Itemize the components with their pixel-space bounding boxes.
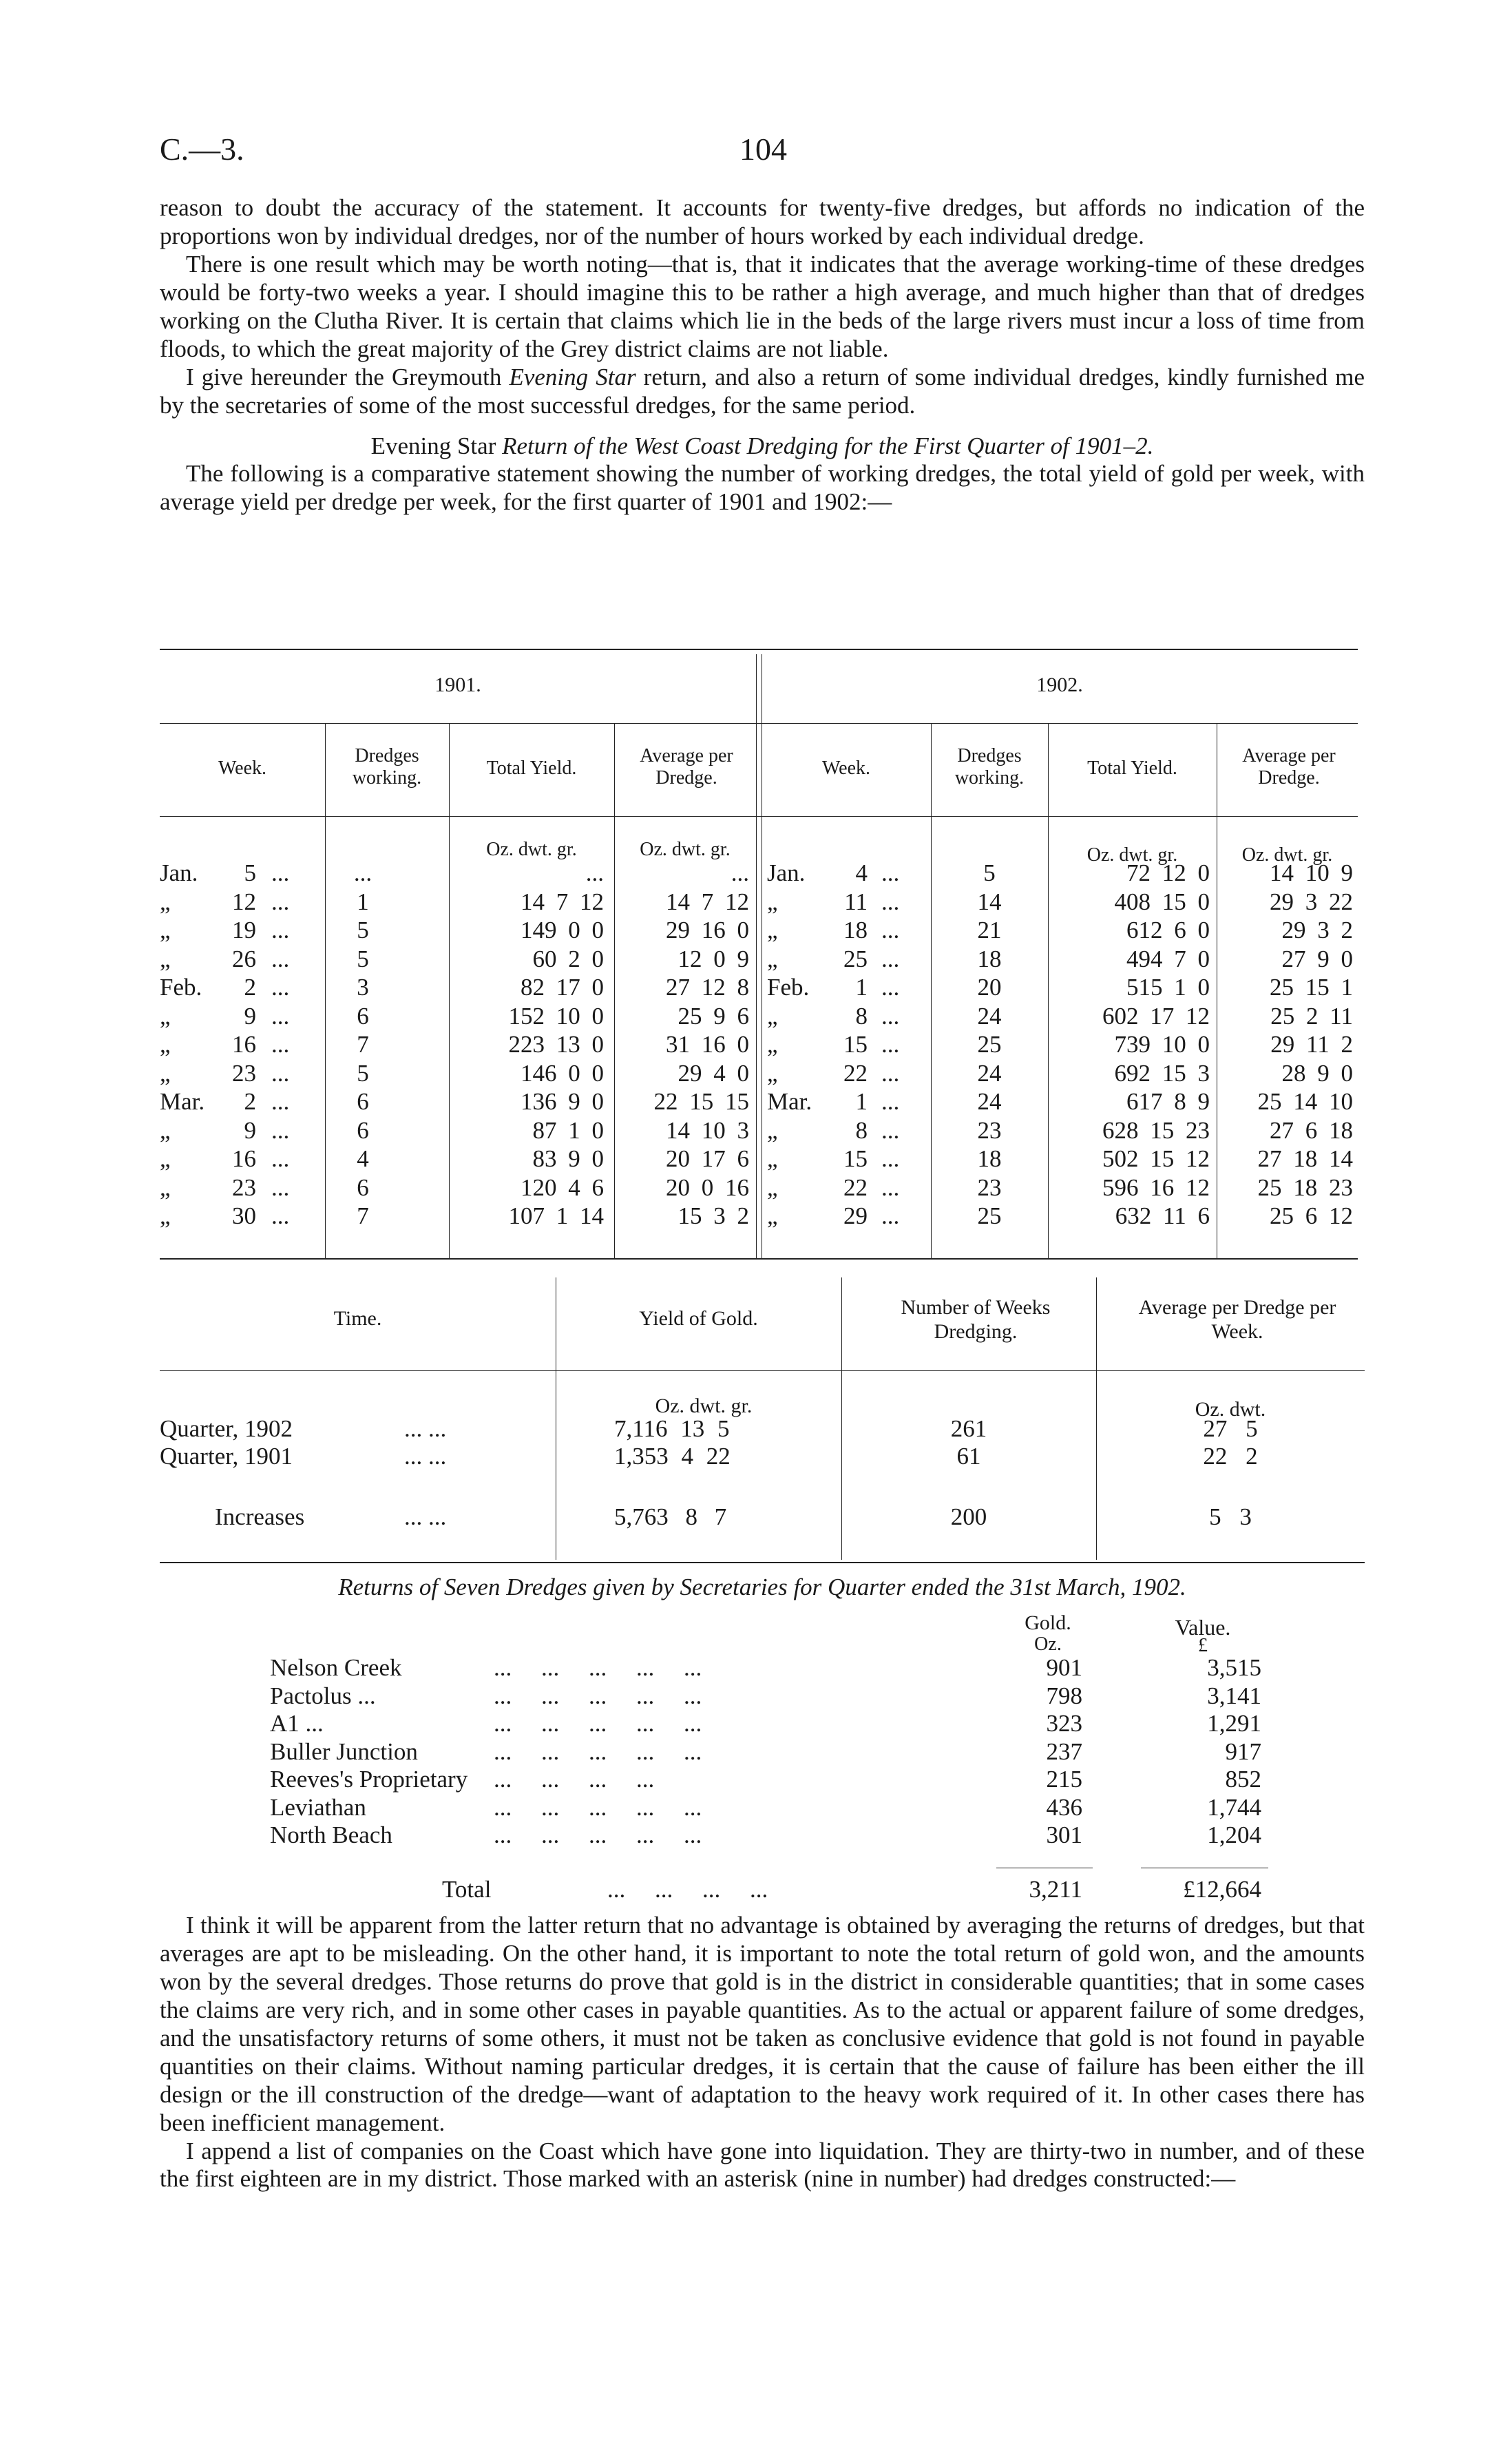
total-yield-1901: ... — [585, 859, 604, 886]
week-day-1902: 22 — [843, 1059, 868, 1087]
total-value: £12,664 — [1183, 1876, 1261, 1903]
week-dots-1902: ... — [881, 1116, 900, 1144]
dredges-1901: 6 — [357, 1002, 369, 1030]
avg-yield-1901: 29 16 0 — [666, 917, 749, 943]
avg-yield-1902: 29 3 22 — [1270, 888, 1353, 915]
week-dots-1902: ... — [881, 1088, 900, 1115]
dredges-1901: 6 — [357, 1088, 369, 1115]
avg-yield-1901: 27 12 8 — [666, 974, 749, 1001]
total-yield-1901: 136 9 0 — [521, 1088, 604, 1115]
col-value-unit: £ — [1198, 1635, 1208, 1656]
week-dots-1901: ... — [271, 888, 290, 915]
dredge-dots: ... ... ... ... — [494, 1766, 655, 1793]
increase-dots: ... ... — [404, 1503, 447, 1530]
avg-yield-1901: 25 9 6 — [678, 1002, 749, 1030]
avg-yield-1902: 27 6 18 — [1270, 1116, 1353, 1144]
unit-avg-1901: Oz. dwt. gr. — [640, 839, 731, 860]
total-yield-1901: 60 2 0 — [532, 945, 604, 972]
dredges-1902: 14 — [977, 888, 1002, 915]
week-dots-1901: ... — [271, 1173, 290, 1201]
week-dots-1902: ... — [881, 974, 900, 1001]
increase-yield: 5,763 8 7 — [614, 1503, 727, 1530]
avg-yield-1901: 20 17 6 — [666, 1145, 749, 1172]
week-dots-1902: ... — [881, 1202, 900, 1229]
dredges-1902: 21 — [977, 917, 1002, 943]
dredges-1902: 24 — [977, 1088, 1002, 1115]
unit-total-1901: Oz. dwt. gr. — [486, 839, 577, 860]
avg-yield-1901: 22 15 15 — [653, 1088, 749, 1115]
dredges-1901: 5 — [357, 1059, 369, 1087]
week-month-1902: „ — [767, 888, 778, 915]
dredge-value: 1,291 — [1207, 1710, 1261, 1737]
body-text-top — [160, 194, 1365, 516]
week-dots-1901: ... — [271, 1145, 290, 1172]
week-dots-1901: ... — [271, 1002, 290, 1030]
dredge-value: 917 — [1225, 1737, 1261, 1765]
unit-yield: Oz. dwt. gr. — [655, 1395, 753, 1417]
report-code: C.—3. — [160, 132, 244, 167]
col-total-1902: Total Yield. — [1087, 758, 1177, 779]
week-day-1901: 5 — [244, 859, 256, 886]
week-month-1901: „ — [160, 1116, 171, 1144]
dredge-dots: ... ... ... ... ... — [494, 1654, 702, 1681]
week-month-1901: Mar. — [160, 1088, 205, 1115]
dredges-1902: 23 — [977, 1173, 1002, 1201]
avg-yield-1902: 25 18 23 — [1257, 1173, 1353, 1201]
dredge-name: Leviathan — [270, 1793, 366, 1821]
week-day-1901: 2 — [244, 974, 256, 1001]
dredges-1901: 5 — [357, 945, 369, 972]
dredge-value: 1,744 — [1207, 1793, 1261, 1821]
week-day-1901: 19 — [232, 917, 256, 943]
col-avg-1901: Average per Dredge. — [640, 745, 733, 789]
week-day-1902: 1 — [855, 974, 868, 1001]
week-dots-1902: ... — [881, 888, 900, 915]
total-dots: ... ... ... ... — [607, 1876, 768, 1903]
week-dots-1901: ... — [271, 945, 290, 972]
dredges-1901: 1 — [357, 888, 369, 915]
dredge-gold: 323 — [1046, 1710, 1082, 1737]
week-month-1901: „ — [160, 1059, 171, 1087]
total-yield-1901: 87 1 0 — [532, 1116, 604, 1144]
dredge-gold: 901 — [1046, 1654, 1082, 1681]
total-yield-1901: 83 9 0 — [532, 1145, 604, 1172]
dredges-1901: 3 — [357, 974, 369, 1001]
dredges-1902: 5 — [983, 859, 996, 886]
summary-weeks: 261 — [950, 1415, 987, 1442]
total-yield-1902: 602 17 12 — [1102, 1002, 1210, 1030]
dredges-1902: 25 — [977, 1031, 1002, 1058]
week-day-1901: 16 — [232, 1145, 256, 1172]
week-dots-1901: ... — [271, 1088, 290, 1115]
total-yield-1902: 617 8 9 — [1126, 1088, 1210, 1115]
summary-yield: 7,116 13 5 — [614, 1415, 730, 1442]
dredges-1902: 20 — [977, 974, 1002, 1001]
week-month-1901: „ — [160, 888, 171, 915]
col-dredges-1902: Dredges working. — [954, 745, 1025, 789]
total-yield-1902: 632 11 6 — [1115, 1202, 1210, 1229]
avg-yield-1901: 20 0 16 — [666, 1173, 749, 1201]
week-dots-1901: ... — [271, 1031, 290, 1058]
total-yield-1901: 146 0 0 — [521, 1059, 604, 1087]
avg-yield-1902: 29 11 2 — [1270, 1031, 1353, 1058]
week-month-1902: „ — [767, 1145, 778, 1172]
dredge-name: Buller Junction — [270, 1737, 418, 1765]
total-yield-1902: 72 12 0 — [1126, 859, 1210, 886]
dredge-name: A1 ... — [270, 1710, 324, 1737]
col-total-1901: Total Yield. — [486, 758, 577, 779]
week-month-1901: „ — [160, 1202, 171, 1229]
col-weeks: Number of Weeks Dredging. — [901, 1296, 1051, 1343]
week-month-1901: „ — [160, 917, 171, 943]
avg-yield-1901: 12 0 9 — [678, 945, 749, 972]
total-yield-1902: 515 1 0 — [1126, 974, 1210, 1001]
dredge-dots: ... ... ... ... ... — [494, 1821, 702, 1848]
total-yield-1902: 692 15 3 — [1114, 1059, 1210, 1087]
week-month-1902: Feb. — [767, 974, 810, 1001]
dredge-dots: ... ... ... ... ... — [494, 1682, 702, 1709]
week-day-1901: 23 — [232, 1059, 256, 1087]
paragraph-3: I give hereunder the Greymouth Evening Star return, and also a return of some individual dredges, kindly furnished me by the secretaries of some of the most successful dredges, for the same period. — [160, 363, 1365, 419]
week-dots-1902: ... — [881, 1002, 900, 1030]
avg-yield-1901: 14 10 3 — [666, 1116, 749, 1144]
week-month-1902: Mar. — [767, 1088, 812, 1115]
week-month-1901: „ — [160, 1031, 171, 1058]
week-day-1901: 12 — [232, 888, 256, 915]
dredges-1902: 24 — [977, 1002, 1002, 1030]
dredges-1901: 6 — [357, 1116, 369, 1144]
total-yield-1901: 152 10 0 — [508, 1002, 604, 1030]
avg-yield-1902: 25 6 12 — [1270, 1202, 1353, 1229]
total-label: Total — [442, 1876, 492, 1903]
body-text-bottom — [160, 1912, 1365, 2193]
unit-avg-week: Oz. dwt. — [1195, 1398, 1266, 1421]
summary-weeks: 61 — [956, 1443, 981, 1470]
week-day-1902: 25 — [843, 945, 868, 972]
week-day-1902: 1 — [855, 1088, 868, 1115]
avg-yield-1902: 27 18 14 — [1257, 1145, 1353, 1172]
week-dots-1901: ... — [271, 1202, 290, 1229]
avg-yield-1901: 15 3 2 — [678, 1202, 749, 1229]
week-month-1902: „ — [767, 945, 778, 972]
total-yield-1902: 739 10 0 — [1114, 1031, 1210, 1058]
total-gold: 3,211 — [1029, 1876, 1082, 1903]
avg-yield-1901: 14 7 12 — [666, 888, 749, 915]
dredge-name: Reeves's Proprietary — [270, 1766, 468, 1793]
dredges-1901: ... — [353, 859, 372, 886]
increase-label: Increases — [215, 1503, 305, 1530]
summary-avg: 22 2 — [1203, 1443, 1258, 1470]
week-dots-1901: ... — [271, 974, 290, 1001]
year-1902: 1902. — [1036, 674, 1083, 696]
week-month-1902: „ — [767, 1202, 778, 1229]
week-dots-1902: ... — [881, 945, 900, 972]
avg-yield-1902: 14 10 9 — [1270, 859, 1353, 886]
unit-total-1902: Oz. dwt. gr. — [1086, 844, 1178, 866]
total-yield-1902: 628 15 23 — [1102, 1116, 1210, 1144]
dredges-1901: 4 — [357, 1145, 369, 1172]
total-yield-1902: 502 15 12 — [1102, 1145, 1210, 1172]
week-day-1902: 4 — [855, 859, 868, 886]
week-month-1901: „ — [160, 1173, 171, 1201]
avg-yield-1901: ... — [731, 859, 749, 886]
dredge-gold: 301 — [1046, 1821, 1082, 1848]
week-day-1901: 23 — [232, 1173, 256, 1201]
week-dots-1902: ... — [881, 859, 900, 886]
dredge-value: 3,515 — [1207, 1654, 1261, 1681]
col-avg-week: Average per Dredge per Week. — [1138, 1296, 1336, 1343]
total-yield-1901: 149 0 0 — [521, 917, 604, 943]
week-month-1901: Jan. — [160, 859, 198, 886]
avg-yield-1902: 29 3 2 — [1281, 917, 1353, 943]
col-week-1901: Week. — [218, 758, 267, 779]
avg-yield-1902: 28 9 0 — [1281, 1059, 1353, 1087]
week-month-1902: „ — [767, 1059, 778, 1087]
week-month-1901: Feb. — [160, 974, 202, 1001]
week-day-1901: 9 — [244, 1002, 256, 1030]
avg-yield-1901: 31 16 0 — [666, 1031, 749, 1058]
increase-avg: 5 3 — [1209, 1503, 1252, 1530]
col-avg-1902: Average per Dredge. — [1242, 745, 1336, 789]
dredge-value: 1,204 — [1207, 1821, 1261, 1848]
week-day-1902: 18 — [843, 917, 868, 943]
week-dots-1902: ... — [881, 917, 900, 943]
dredges-1901: 7 — [357, 1031, 369, 1058]
increase-weeks: 200 — [950, 1503, 987, 1530]
avg-yield-1902: 25 2 11 — [1270, 1002, 1353, 1030]
week-day-1901: 16 — [232, 1031, 256, 1058]
dredge-gold: 436 — [1046, 1793, 1082, 1821]
summary-yield: 1,353 4 22 — [614, 1443, 731, 1470]
week-day-1902: 8 — [855, 1116, 868, 1144]
dredge-value: 852 — [1225, 1766, 1261, 1793]
week-month-1902: Jan. — [767, 859, 806, 886]
week-month-1902: „ — [767, 1002, 778, 1030]
paragraph-6: I append a list of companies on the Coast which have gone into liquidation. They are thirty-two in number, and of these the first eighteen are in my district. Those marked with an asterisk (nine in number) had dredges constructed:— — [160, 2137, 1365, 2193]
week-month-1902: „ — [767, 1173, 778, 1201]
week-dots-1902: ... — [881, 1173, 900, 1201]
summary-label: Quarter, 1901 — [160, 1443, 293, 1470]
col-gold: Gold. — [1025, 1611, 1071, 1634]
week-month-1902: „ — [767, 917, 778, 943]
col-week-1902: Week. — [821, 758, 871, 779]
table-title: Evening Star Return of the West Coast Dredging for the First Quarter of 1901–2. — [370, 432, 1154, 459]
paragraph-2: There is one result which may be worth noting—that is, that it indicates that the average working-time of these dredges would be forty-two weeks a year. I should imagine this to be rather a high average, and much higher than that of dredges working on the Clutha River. It is certain that claims which lie in the beds of the large rivers must incur a loss of time from floods, to which the great majority of the Grey district claims are not liable. — [160, 250, 1365, 362]
week-dots-1902: ... — [881, 1145, 900, 1172]
week-dots-1901: ... — [271, 1059, 290, 1087]
dredges-1902: 24 — [977, 1059, 1002, 1087]
week-dots-1901: ... — [271, 1116, 290, 1144]
dredge-value: 3,141 — [1207, 1682, 1261, 1709]
page-number: 104 — [739, 132, 787, 167]
avg-yield-1902: 25 14 10 — [1257, 1088, 1353, 1115]
week-month-1901: „ — [160, 1002, 171, 1030]
paragraph-1: reason to doubt the accuracy of the statement. It accounts for twenty-five dredges, but affords no indication of the proportions won by individual dredges, nor of the number of hours worked by each individual dredge. — [160, 194, 1365, 249]
dredge-gold: 798 — [1046, 1682, 1082, 1709]
week-month-1901: „ — [160, 1145, 171, 1172]
col-time: Time. — [333, 1307, 382, 1330]
dredge-gold: 237 — [1046, 1737, 1082, 1765]
total-yield-1901: 82 17 0 — [521, 974, 604, 1001]
total-yield-1901: 107 1 14 — [508, 1202, 604, 1229]
dredges-1902: 23 — [977, 1116, 1002, 1144]
week-day-1902: 22 — [843, 1173, 868, 1201]
week-day-1901: 30 — [232, 1202, 256, 1229]
dredge-gold: 215 — [1046, 1766, 1082, 1793]
year-1901: 1901. — [434, 674, 481, 696]
seven-dredges-title: Returns of Seven Dredges given by Secretaries for Quarter ended the 31st March, 1902. — [338, 1574, 1186, 1600]
unit-avg-1902: Oz. dwt. gr. — [1241, 844, 1333, 866]
week-dots-1901: ... — [271, 917, 290, 943]
col-value: Value. — [1175, 1615, 1231, 1640]
dredge-name: Pactolus ... — [270, 1682, 376, 1709]
total-yield-1901: 223 13 0 — [508, 1031, 604, 1058]
total-yield-1901: 120 4 6 — [521, 1173, 604, 1201]
col-dredges-1901: Dredges working. — [352, 745, 422, 789]
total-yield-1902: 612 6 0 — [1126, 917, 1210, 943]
week-day-1901: 2 — [244, 1088, 256, 1115]
summary-dots: ... ... — [404, 1443, 447, 1470]
dredge-dots: ... ... ... ... ... — [494, 1710, 702, 1737]
week-month-1901: „ — [160, 945, 171, 972]
week-dots-1901: ... — [271, 859, 290, 886]
week-dots-1902: ... — [881, 1059, 900, 1087]
week-day-1902: 15 — [843, 1145, 868, 1172]
week-day-1902: 8 — [855, 1002, 868, 1030]
dredge-name: Nelson Creek — [270, 1654, 402, 1681]
total-yield-1902: 408 15 0 — [1114, 888, 1210, 915]
avg-yield-1902: 27 9 0 — [1281, 945, 1353, 972]
week-day-1902: 11 — [844, 888, 868, 915]
dredges-1902: 18 — [977, 945, 1002, 972]
week-day-1901: 9 — [244, 1116, 256, 1144]
week-day-1901: 26 — [232, 945, 256, 972]
paragraph-4: The following is a comparative statement showing the number of working dredges, the total yield of gold per week, with average yield per dredge per week, for the first quarter of 1901 and 1902:— — [160, 460, 1365, 516]
dredges-1901: 6 — [357, 1173, 369, 1201]
dredge-dots: ... ... ... ... ... — [494, 1737, 702, 1765]
dredges-1901: 7 — [357, 1202, 369, 1229]
summary-dots: ... ... — [404, 1415, 447, 1442]
dredges-1902: 18 — [977, 1145, 1002, 1172]
week-dots-1902: ... — [881, 1031, 900, 1058]
week-month-1902: „ — [767, 1116, 778, 1144]
summary-avg: 27 5 — [1203, 1415, 1258, 1442]
dredge-dots: ... ... ... ... ... — [494, 1793, 702, 1821]
week-month-1902: „ — [767, 1031, 778, 1058]
week-day-1902: 15 — [843, 1031, 868, 1058]
dredge-name: North Beach — [270, 1821, 392, 1848]
avg-yield-1902: 25 15 1 — [1270, 974, 1353, 1001]
dredges-1901: 5 — [357, 917, 369, 943]
summary-label: Quarter, 1902 — [160, 1415, 293, 1442]
paragraph-5: I think it will be apparent from the latter return that no advantage is obtained by averaging the returns of dredges, but that averages are apt to be misleading. On the other hand, it is important to note the total return of gold won, and the amounts won by the several dredges. Those returns do prove that gold is in the district in considerable quantities; that in some cases the claims are very rich, and in some other cases in payable quantities. As to the actual or apparent failure of some dredges, and the unsatisfactory returns of some others, it must not be taken as conclusive evidence that gold is not found in payable quantities on their claims. Without naming particular dredges, it is certain that the cause of failure has been either the ill design or the ill construction of the dredge—want of adaptation to the heavy work required of it. In other cases there has been inefficient management. — [160, 1912, 1365, 2136]
total-yield-1901: 14 7 12 — [521, 888, 604, 915]
col-yield: Yield of Gold. — [639, 1307, 758, 1330]
avg-yield-1901: 29 4 0 — [678, 1059, 749, 1087]
total-yield-1902: 596 16 12 — [1102, 1173, 1210, 1201]
col-gold-unit: Oz. — [1034, 1633, 1062, 1655]
total-yield-1902: 494 7 0 — [1126, 945, 1210, 972]
week-day-1902: 29 — [843, 1202, 868, 1229]
dredges-1902: 25 — [977, 1202, 1002, 1229]
